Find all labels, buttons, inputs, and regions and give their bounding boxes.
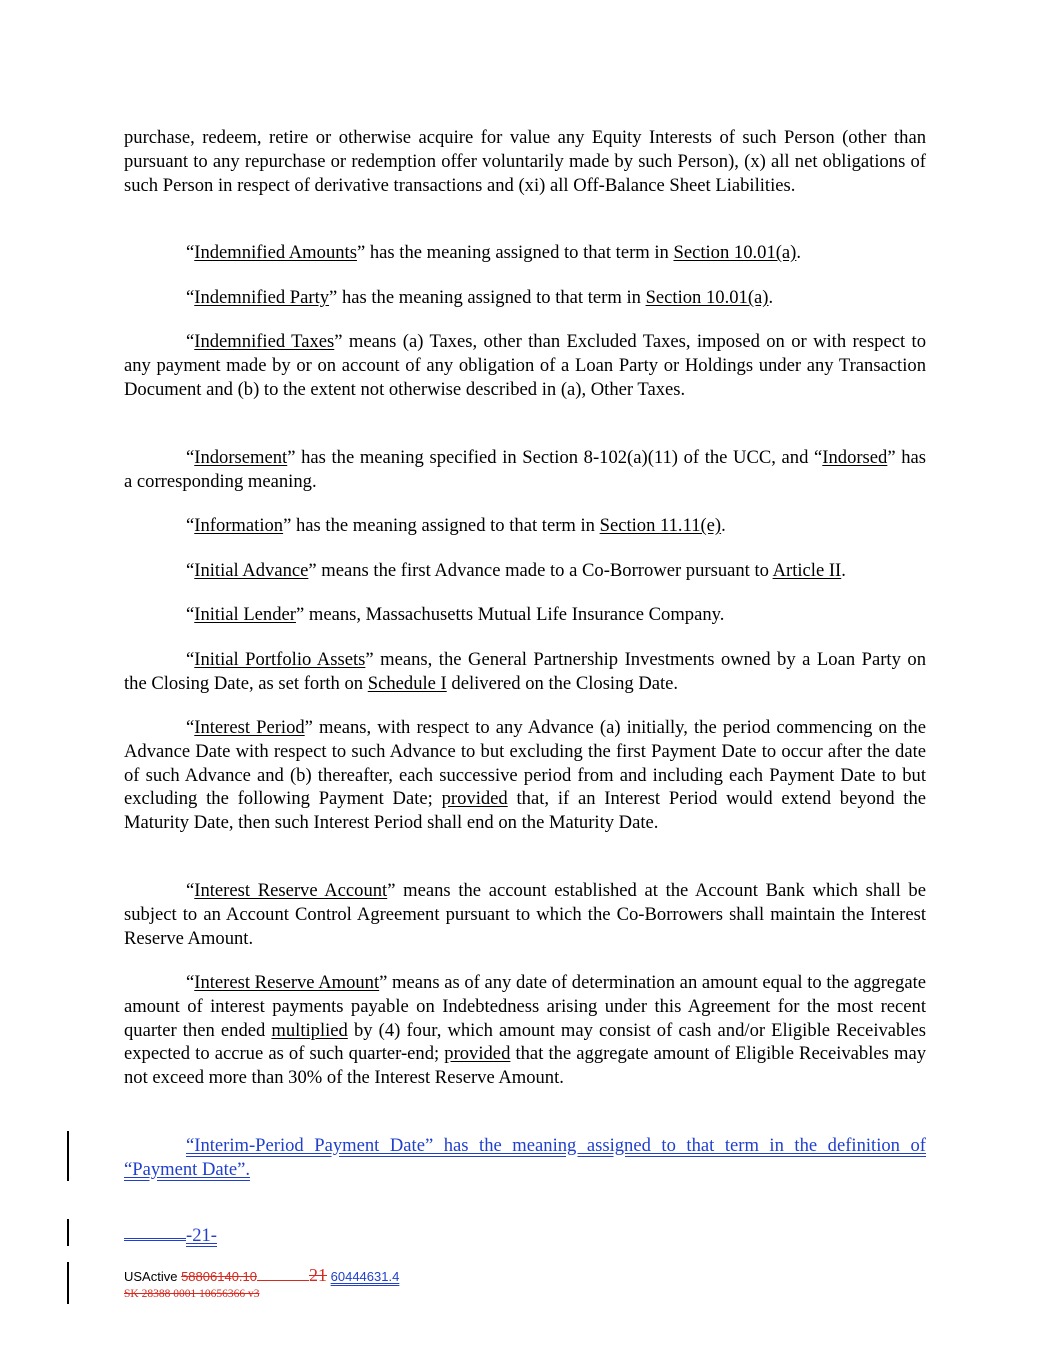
defined-term: Information bbox=[194, 515, 284, 536]
section-reference: Section 11.11(e) bbox=[599, 515, 722, 536]
definition-interest-reserve-account: “Interest Reserve Account” means the account established at the Account Bank which shall be subject to an Account Control Agreement pursuant to which the Co-Borrowers shall maintain the Interest Reserve Amount. bbox=[124, 880, 926, 949]
definition-body: ” has the meaning specified in Section 8-102(a)(11) of the UCC, and “ bbox=[287, 447, 823, 468]
definition-body: ” means the first Advance made to a Co-Borrower pursuant to bbox=[308, 560, 773, 581]
definition-interest-reserve-amount: “Interest Reserve Amount” means as of any date of determination an amount equal to the aggregate amount of interest payments payable on Indebtedness arising under this Agreement for the most recent quarter then ended multiplied by (4) four, which amount may consist of cash and/or Eligible Receivables expected to accrue as of such quarter-end; provided that the aggregate amount of Eligible Receivables may not exceed more than 30% of the Interest Reserve Amount. bbox=[124, 972, 926, 1089]
definition-body: ” means (a) Taxes, other than Excluded Taxes, imposed on or with respect to any payment made by or on account of any obligation of a Loan Party or Holdings under any Transaction Document and (b) to the extent not otherwise described in (a), Other Taxes. bbox=[124, 331, 926, 400]
definition-end: that the aggregate amount of Eligible Receivables may not exceed more than 30% of the Interest Reserve Amount. bbox=[124, 1043, 926, 1089]
inserted-doc-id: 60444631.4 bbox=[330, 1269, 400, 1284]
defined-term-secondary: Indorsed bbox=[822, 447, 888, 468]
defined-term: Indemnified Amounts bbox=[194, 242, 357, 263]
defined-term: Indemnified Party bbox=[194, 287, 330, 308]
defined-term: Indemnified Taxes bbox=[194, 331, 335, 352]
proviso-term: provided bbox=[444, 1043, 511, 1065]
deleted-page-number: 21 bbox=[309, 1265, 327, 1285]
change-bar bbox=[67, 1131, 69, 1181]
definition-end: . bbox=[796, 242, 802, 263]
defined-term: Indorsement bbox=[194, 447, 288, 468]
definition-body-continued: by (4) four, which amount may consist of cash and/or Eligible Receivables expected to accrue as of such quarter-end; bbox=[124, 1019, 926, 1065]
definition-body: ” has the meaning assigned to that term in bbox=[283, 515, 600, 536]
change-bar bbox=[67, 1219, 69, 1246]
deleted-tab bbox=[257, 1273, 309, 1281]
definition-body: ” means, the General Partnership Investments owned by a Loan Party on the Closing Date, as set forth on bbox=[124, 649, 927, 694]
defined-term: Initial Advance bbox=[194, 560, 309, 581]
definition-end: delivered on the Closing Date. bbox=[446, 672, 679, 694]
definition-interim-period-payment-date bbox=[124, 1134, 926, 1182]
article-reference: Article II bbox=[772, 560, 842, 581]
defined-term: Initial Portfolio Assets bbox=[194, 649, 366, 670]
definition-body: ” has the meaning assigned to that term in bbox=[356, 242, 674, 263]
definition-body: ” means, Massachusetts Mutual Life Insurance Company. bbox=[295, 604, 725, 625]
schedule-reference: Schedule I bbox=[367, 672, 447, 694]
multiplied-term: multiplied bbox=[271, 1019, 348, 1041]
deleted-reference: SK 28388 0001 10656366 v3 bbox=[124, 1288, 260, 1300]
definition-initial-advance: “Initial Advance” means the first Advance made to a Co-Borrower pursuant to Article II. bbox=[186, 560, 846, 581]
defined-term: Interest Period bbox=[194, 717, 305, 738]
definition-information: “Information” has the meaning assigned to that term in Section 11.11(e). bbox=[186, 515, 726, 536]
definition-indemnified-taxes: “Indemnified Taxes” means (a) Taxes, other than Excluded Taxes, imposed on or with respect to any payment made by or on account of any obligation of a Loan Party or Holdings under any Transaction Document and (b) to the extent not otherwise described in (a), Other Taxes. bbox=[124, 331, 926, 400]
section-reference: Section 10.01(a) bbox=[673, 242, 797, 263]
footer-doc-id bbox=[124, 1266, 399, 1286]
definition-indemnified-party: “Indemnified Party” has the meaning assigned to that term in Section 10.01(a). bbox=[186, 287, 774, 308]
definition-body: ” means the account established at the Account Bank which shall be subject to an Account Control Agreement pursuant to which the Co-Borrowers shall maintain the Interest Reserve Amount. bbox=[124, 880, 926, 949]
definition-end: . bbox=[841, 560, 846, 581]
definition-end: . bbox=[721, 515, 726, 536]
definition-body: ” means, with respect to any Advance (a) initially, the period commencing on the Advance Date with respect to such Advance to but excluding the first Payment Date to occur after the date of such Advance and (b) thereafter, each successive period from and including each Payment Date to but excluding the following Payment Date; bbox=[124, 717, 926, 810]
continuation-text: purchase, redeem, retire or otherwise acquire for value any Equity Interests of such Person (other than pursuant to any repurchase or redemption offer voluntarily made by such Person), (x) all net obligations of such Person in respect of derivative transactions and (xi) all Off-Balance Sheet Liabilities. bbox=[124, 127, 926, 196]
deleted-doc-id: 58806140.10 bbox=[181, 1269, 257, 1284]
continuation-paragraph bbox=[124, 126, 926, 197]
definition-body: ” means as of any date of determination an amount equal to the aggregate amount of interest payments payable on Indebtedness arising under this Agreement for the most recent quarter then ended bbox=[124, 972, 926, 1041]
definition-indemnified-amounts: “Indemnified Amounts” has the meaning assigned to that term in Section 10.01(a). bbox=[186, 242, 802, 263]
definition-body: ” has the meaning assigned to that term in bbox=[329, 287, 646, 308]
section-reference: Section 10.01(a) bbox=[645, 287, 769, 308]
defined-term: Interest Reserve Account bbox=[194, 880, 388, 901]
proviso-term: provided bbox=[441, 788, 508, 810]
defined-term: Initial Lender bbox=[194, 604, 296, 625]
definition-body-secondary: ” has a corresponding meaning. bbox=[124, 447, 927, 492]
page-number bbox=[124, 1222, 217, 1247]
page-number-text: -21- bbox=[186, 1225, 217, 1246]
change-bar bbox=[67, 1262, 69, 1304]
inserted-tab bbox=[124, 1222, 186, 1241]
definition-initial-portfolio-assets: “Initial Portfolio Assets” means, the General Partnership Investments owned by a Loan Party on the Closing Date, as set forth on Schedule I delivered on the Closing Date. bbox=[124, 649, 927, 694]
definition-initial-lender: “Initial Lender” means, Massachusetts Mutual Life Insurance Company. bbox=[186, 604, 725, 625]
definition-end: . bbox=[768, 287, 774, 308]
defined-term: Interest Reserve Amount bbox=[194, 972, 380, 993]
doc-label: USActive bbox=[124, 1269, 182, 1284]
definition-interest-period: “Interest Period” means, with respect to any Advance (a) initially, the period commencing on the Advance Date with respect to such Advance to but excluding the first Payment Date to occur after the date of such Advance and (b) thereafter, each successive period from and including each Payment Date to but excluding the following Payment Date; provided that, if an Interest Period would extend beyond the Maturity Date, then such Interest Period shall end on the Maturity Date. bbox=[124, 717, 927, 834]
definition-indorsement: “Indorsement” has the meaning specified in Section 8-102(a)(11) of the UCC, and “Indorsed” has a corresponding meaning. bbox=[124, 447, 927, 492]
definition-end: that, if an Interest Period would extend beyond the Maturity Date, then such Interest Period shall end on the Maturity Date. bbox=[124, 788, 927, 834]
inserted-text: “Interim-Period Payment Date” has the meaning assigned to that term in the definition of “Payment Date”. bbox=[124, 1135, 926, 1180]
